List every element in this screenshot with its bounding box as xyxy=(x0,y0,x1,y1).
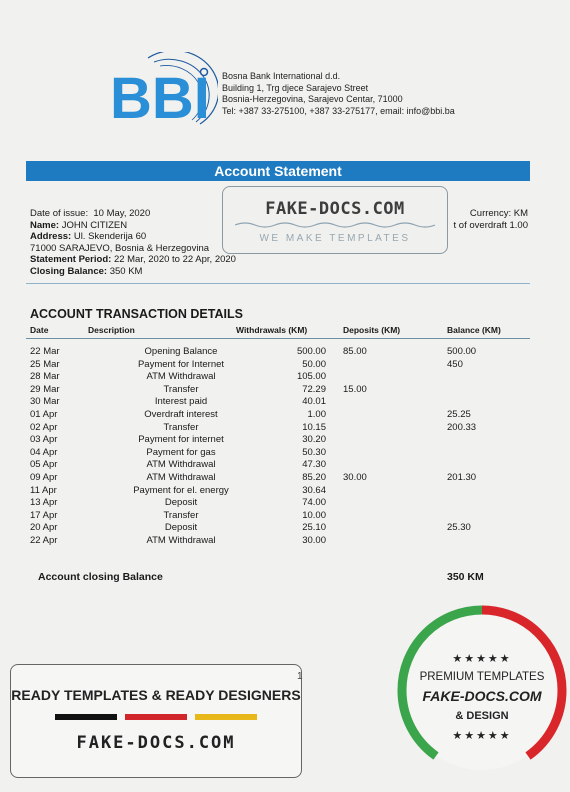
stamp-line-1: PREMIUM TEMPLATES xyxy=(419,671,545,683)
account-closing-value: 350 KM xyxy=(447,571,484,583)
row-date: 04 Apr xyxy=(30,446,58,458)
promo-banner xyxy=(10,664,302,778)
table-row xyxy=(26,472,530,485)
statement-title: Account Statement xyxy=(26,161,530,181)
stamp-line-2: FAKE-DOCS.COM xyxy=(422,688,542,704)
row-date: 17 Apr xyxy=(30,509,58,521)
row-withdrawal: 1.00 xyxy=(307,408,326,420)
row-withdrawal: 72.29 xyxy=(302,383,326,395)
transaction-table xyxy=(26,346,530,548)
table-row xyxy=(26,535,530,548)
watermark-sub: WE MAKE TEMPLATES xyxy=(259,233,411,244)
row-withdrawal: 50.00 xyxy=(302,358,326,370)
table-row xyxy=(26,447,530,460)
watermark-main: FAKE-DOCS.COM xyxy=(265,199,405,219)
overdraft: t of overdraft 1.00 xyxy=(453,219,528,231)
address-label: Address: xyxy=(30,231,72,242)
row-description: ATM Withdrawal xyxy=(146,459,216,471)
header-description: Description xyxy=(88,325,135,335)
flag-black-stripe xyxy=(55,714,117,720)
row-withdrawal: 10.15 xyxy=(302,421,326,433)
name-value: JOHN CITIZEN xyxy=(61,219,128,231)
row-balance: 25.30 xyxy=(447,522,471,534)
row-balance: 200.33 xyxy=(447,421,477,433)
row-description: Deposit xyxy=(164,497,198,509)
row-withdrawal: 10.00 xyxy=(302,509,326,521)
statement-info xyxy=(30,208,236,277)
closing-value: 350 KM xyxy=(109,265,143,277)
row-withdrawal: 30.64 xyxy=(302,484,326,496)
table-row xyxy=(26,346,530,359)
banner-brand: FAKE-DOCS.COM xyxy=(76,733,236,753)
row-withdrawal: 50.30 xyxy=(302,446,326,458)
stamp-line-3: & DESIGN xyxy=(455,710,509,722)
table-header xyxy=(26,324,530,339)
row-withdrawal: 30.00 xyxy=(302,534,326,546)
table-row xyxy=(26,434,530,447)
table-row xyxy=(26,409,530,422)
row-date: 11 Apr xyxy=(30,484,57,496)
row-description: Payment for internet xyxy=(138,434,224,446)
row-withdrawal: 74.00 xyxy=(302,497,326,509)
row-deposit: 15.00 xyxy=(343,383,367,395)
header-balance: Balance (KM) xyxy=(447,325,501,335)
row-date: 13 Apr xyxy=(30,497,58,509)
closing-label: Closing Balance: xyxy=(30,265,108,277)
row-description: ATM Withdrawal xyxy=(146,471,216,483)
header-date: Date xyxy=(30,325,49,335)
period-value: 22 Mar, 2020 to 22 Apr, 2020 xyxy=(113,254,236,265)
row-description: Payment for gas xyxy=(146,446,216,458)
bank-contact: Tel: +387 33-275100, +387 33-275177, email: info@bbi.ba xyxy=(222,105,455,116)
row-withdrawal: 40.01 xyxy=(302,396,326,408)
row-description: ATM Withdrawal xyxy=(146,371,216,383)
wave-icon xyxy=(235,221,435,229)
row-withdrawal: 25.10 xyxy=(302,522,326,534)
row-withdrawal: 85.20 xyxy=(302,471,326,483)
row-description: Interest paid xyxy=(154,396,208,408)
row-date: 29 Mar xyxy=(30,383,60,395)
row-deposit: 85.00 xyxy=(343,346,367,357)
bank-name: Bosna Bank International d.d. xyxy=(222,71,341,81)
table-row xyxy=(26,384,530,397)
row-description: Transfer xyxy=(163,421,199,433)
row-description: Transfer xyxy=(163,383,199,395)
row-date: 09 Apr xyxy=(30,471,58,483)
row-date: 20 Apr xyxy=(30,522,58,534)
row-date: 28 Mar xyxy=(30,371,60,383)
section-title: ACCOUNT TRANSACTION DETAILS xyxy=(30,307,243,321)
row-description: Transfer xyxy=(163,509,199,521)
header-deposits: Deposits (KM) xyxy=(343,325,401,335)
address-value: Ul. Skenderija 60 xyxy=(73,231,147,242)
row-date: 03 Apr xyxy=(30,434,58,446)
table-row xyxy=(26,459,530,472)
row-date: 01 Apr xyxy=(30,408,58,420)
row-date: 02 Apr xyxy=(30,421,58,433)
row-withdrawal: 30.20 xyxy=(302,434,326,446)
name-label: Name: xyxy=(30,219,60,231)
row-description: ATM Withdrawal xyxy=(146,534,216,546)
row-balance: 25.25 xyxy=(447,408,471,420)
logo-text: BBI xyxy=(110,66,210,131)
account-closing-label: Account closing Balance xyxy=(38,571,163,583)
table-row xyxy=(26,422,530,435)
row-description: Overdraft interest xyxy=(144,408,218,420)
flag-red-stripe xyxy=(125,714,187,720)
banner-title: READY TEMPLATES & READY DESIGNERS xyxy=(11,687,301,703)
table-row xyxy=(26,371,530,384)
row-date: 25 Mar xyxy=(30,358,60,370)
period-label: Statement Period: xyxy=(30,254,112,265)
row-balance: 500.00 xyxy=(447,346,477,357)
table-row xyxy=(26,396,530,409)
row-withdrawal: 500.00 xyxy=(296,346,326,357)
row-deposit: 30.00 xyxy=(343,471,367,483)
row-date: 30 Mar xyxy=(30,396,60,408)
table-row xyxy=(26,359,530,372)
row-date: 22 Apr xyxy=(30,534,58,546)
divider xyxy=(26,283,530,284)
flag-gold-stripe xyxy=(195,714,257,720)
row-description: Deposit xyxy=(164,522,198,534)
address-line-2: 71000 SARAJEVO, Bosnia & Herzegovina xyxy=(30,242,210,254)
row-date: 22 Mar xyxy=(30,346,60,357)
account-meta xyxy=(454,208,528,231)
watermark xyxy=(222,186,448,254)
table-row xyxy=(26,510,530,523)
date-label: Date of issue: xyxy=(30,208,89,219)
table-row xyxy=(26,485,530,498)
bank-info xyxy=(222,71,455,117)
row-description: Opening Balance xyxy=(144,346,218,357)
header-withdrawals: Withdrawals (KM) xyxy=(236,325,308,335)
table-row xyxy=(26,522,530,535)
currency: Currency: KM xyxy=(469,208,528,219)
row-description: Payment for el. energy xyxy=(133,484,229,496)
date-value: 10 May, 2020 xyxy=(93,208,151,219)
row-withdrawal: 105.00 xyxy=(296,371,326,383)
row-balance: 201.30 xyxy=(447,471,477,483)
row-description: Payment for Internet xyxy=(137,358,225,370)
bank-logo xyxy=(108,52,218,138)
row-withdrawal: 47.30 xyxy=(302,459,326,471)
stamp-stars-top: ★★★★★ xyxy=(452,653,512,665)
row-date: 05 Apr xyxy=(30,459,58,471)
bank-address-2: Bosnia-Herzegovina, Sarajevo Centar, 71000 xyxy=(222,94,403,104)
page-number: 1 xyxy=(297,671,303,682)
stamp-stars-bottom: ★★★★★ xyxy=(452,730,512,742)
bank-address-1: Building 1, Trg djece Sarajevo Street xyxy=(222,82,369,93)
row-balance: 450 xyxy=(447,358,463,370)
table-row xyxy=(26,497,530,510)
